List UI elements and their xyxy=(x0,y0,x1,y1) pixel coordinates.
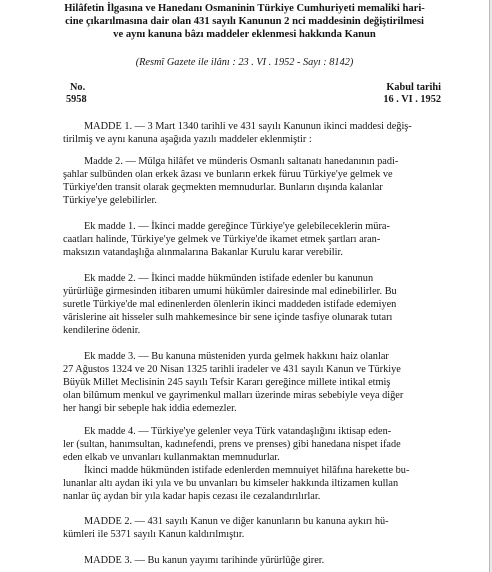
additional-article-1-line-1: Ek madde 1. — İkinci madde gereğince Türkiye'ye gelebileceklerin müra- xyxy=(84,221,390,232)
additional-article-4-line-2: ler (sultan, hanımsultan, kadınefendi, prens ve prenses) gibi hanedana nispet ifade xyxy=(63,439,401,450)
additional-article-3-line-2: 27 Ağustos 1324 ve 20 Nisan 1325 tarihli iradeler ve 431 sayılı Kanun ve Türkiye xyxy=(63,364,401,375)
amended-article-2-line-3: Türkiye'den transit olarak geçmekten memnudurlar. Bunların dışında kalanlar xyxy=(63,182,383,193)
additional-article-3-line-4: olan bilûmum menkul ve gayrimenkul malları üzerinde miras sebebiyle veya diğer xyxy=(63,390,404,401)
additional-article-1-line-3: maksızın vatandaşlığa alınmalarına Bakanlar Kurulu karar verebilir. xyxy=(63,247,343,258)
additional-article-3-line-5: her hangi bir sebeple hak iddia edemezler. xyxy=(63,403,237,414)
additional-article-1-line-2: caatları halinde, Türkiye'ye gelmek ve Türkiye'de ikamet etmek şartları aran- xyxy=(63,234,381,245)
article-3-line-1: MADDE 3. — Bu kanun yayımı tarihinde yürürlüğe girer. xyxy=(84,555,325,566)
article-2-line-2: kümleri ile 5371 sayılı Kanun kaldırılmıştır. xyxy=(63,529,245,540)
gazette-note: (Resmî Gazete ile ilânı : 23 . VI . 1952 - Sayı : 8142) xyxy=(135,57,354,68)
additional-article-3-line-1: Ek madde 3. — Bu kanuna müsteniden yurda gelmek hakkını haiz olanlar xyxy=(84,351,389,362)
title-line-2: cine çıkarılmasına dair olan 431 sayılı Kanunun 2 nci maddesinin değiştirilmesi xyxy=(65,16,424,27)
penalty-paragraph-line-3: nanlar üç aydan bir yıla kadar hapis cezası ile cezalandırılırlar. xyxy=(63,491,321,502)
law-number: 5958 xyxy=(66,94,87,105)
title-line-1: Hilâfetin İlgasına ve Hanedanı Osmaninin Türkiye Cumhuriyeti memaliki hari- xyxy=(64,3,425,14)
title-line-3: ve aynı kanuna bâzı maddeler eklenmesi hakkında Kanun xyxy=(113,29,376,40)
additional-article-2-line-4: vârislerine ait hisseler sulh mahkemesince bir sene içinde tasfiye olunarak tutarı xyxy=(63,312,393,323)
article-2-line-1: MADDE 2. — 431 sayılı Kanun ve diğer kanunların bu kanuna aykırı hü- xyxy=(84,516,389,527)
additional-article-3-line-3: Büyük Millet Meclisinin 245 sayılı Tefsir Kararı gereğince millete intikal etmiş xyxy=(63,377,391,388)
amended-article-2-line-1: Madde 2. — Mülga hilâfet ve münderis Osmanlı saltanatı hanedanının padi- xyxy=(84,156,399,167)
additional-article-2-line-1: Ek madde 2. — İkinci madde hükmünden istifade edenler bu kanunun xyxy=(84,273,374,284)
penalty-paragraph-line-2: lunanlar altı aydan iki yıla ve bu unvanları bu kimseler hakkında iltizamen kullan xyxy=(63,478,399,489)
additional-article-2-line-3: suretle Türkiye'de mal edinenlerden ölenlerin ikinci maddeden istifade edemiyen xyxy=(63,299,397,310)
law-number-label: No. xyxy=(70,82,86,93)
additional-article-4-line-1: Ek madde 4. — Türkiye'ye gelenler veya Türk vatandaşlığını iktisap eden- xyxy=(84,426,392,437)
amended-article-2-line-2: şahlar sulbünden olan erkek âzası ve bunların erkek füruu Türkiye'ye gelmek ve xyxy=(63,169,393,180)
penalty-paragraph-line-1: İkinci madde hükmünden istifade edenlerden memnuiyet hilâfına harekette bu- xyxy=(84,465,410,476)
acceptance-date: 16 . VI . 1952 xyxy=(383,94,441,105)
additional-article-2-line-2: yürürlüğe girmesinden itibaren umumi hükümler dairesinde mal edinebilirler. Bu xyxy=(63,286,397,297)
amended-article-2-line-4: Türkiye'ye gelebilirler. xyxy=(63,195,157,206)
acceptance-date-label: Kabul tarihi xyxy=(386,82,441,93)
article-1-line-2: tirilmiş ve aynı kanuna aşağıda yazılı maddeler eklenmiştir : xyxy=(63,134,312,145)
article-1-line-1: MADDE 1. — 3 Mart 1340 tarihli ve 431 sayılı Kanunun ikinci maddesi değiş- xyxy=(84,121,412,132)
additional-article-4-line-3: eden elkab ve unvanları kullanmaktan memnudurlar. xyxy=(63,452,280,463)
additional-article-2-line-5: kendilerine ödenir. xyxy=(63,325,141,336)
